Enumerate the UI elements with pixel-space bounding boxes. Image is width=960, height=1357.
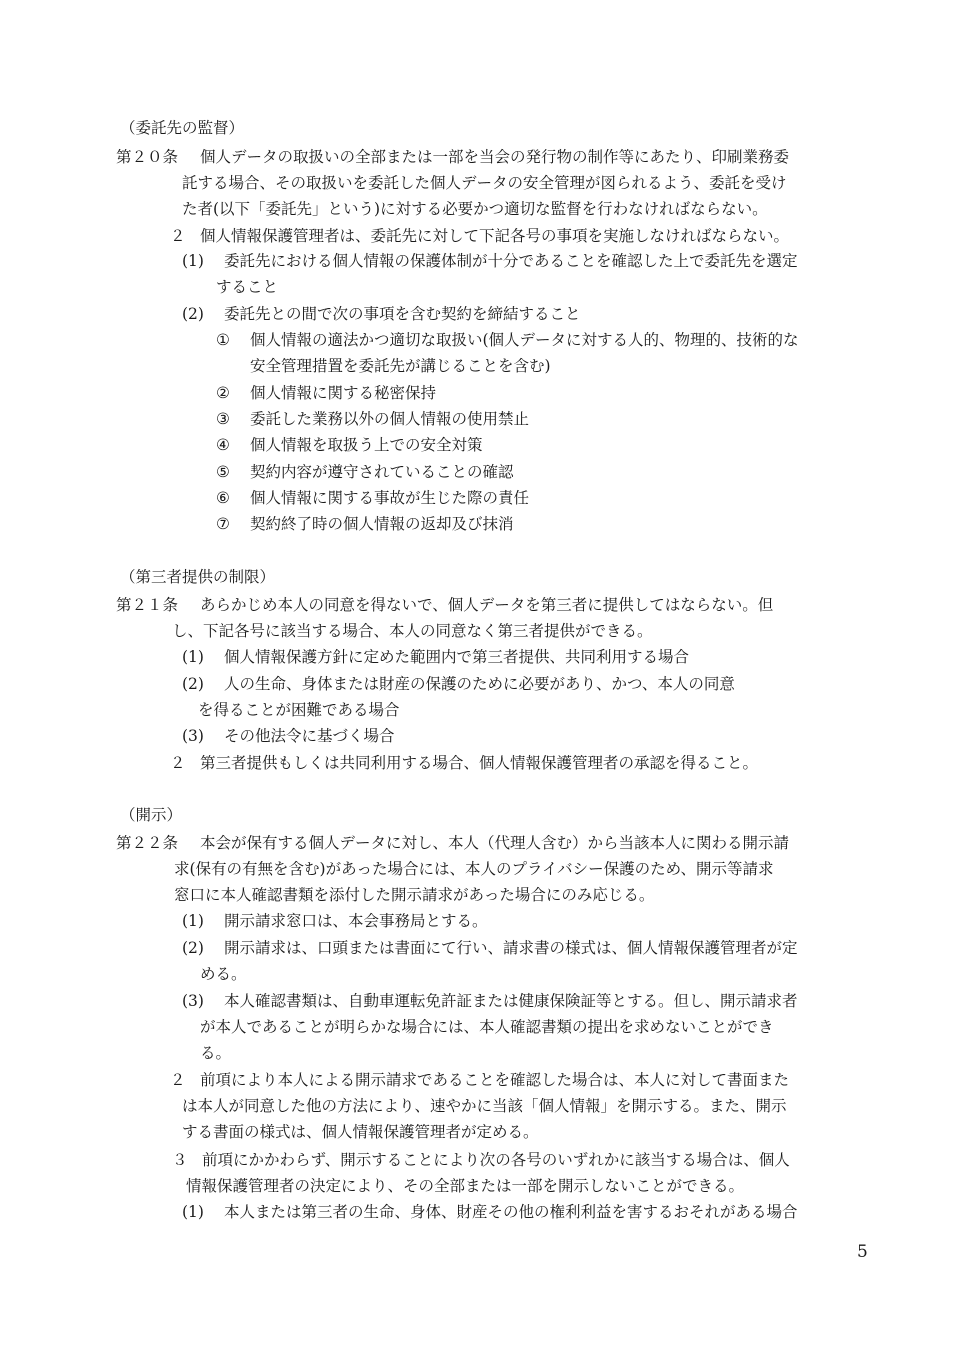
subitem-line: [216, 462, 514, 482]
item-line: [182, 674, 735, 694]
article-line: [116, 833, 789, 853]
item-text: める。: [200, 965, 247, 983]
subitem-text: 契約内容が遵守されていることの確認: [250, 463, 514, 481]
item-text: る。: [200, 1044, 232, 1062]
item-text: を得ることが困難である場合: [198, 701, 400, 719]
paragraph-line: [170, 753, 758, 773]
item-number: (1): [182, 1203, 204, 1221]
paragraph-number: ２: [170, 754, 186, 772]
item-text: 委託先との間で次の事項を含む契約を締結すること: [224, 305, 581, 323]
item-text: 個人情報保護方針に定めた範囲内で第三者提供、共同利用する場合: [224, 648, 690, 666]
item-line: [182, 647, 689, 667]
paragraph-text: 個人情報保護管理者は、委託先に対して下記各号の事項を実施しなければならない。: [200, 227, 790, 245]
subitem-number: ①: [216, 331, 230, 349]
subitem-line: [216, 514, 514, 534]
paragraph-text: する書面の様式は、個人情報保護管理者が定める。: [182, 1123, 539, 1141]
item-text: その他法令に基づく場合: [224, 727, 395, 745]
subitem-number: ②: [216, 384, 230, 402]
section-heading: （開示）: [120, 806, 183, 824]
item-line: [182, 304, 581, 324]
item-line: [182, 991, 798, 1011]
subitem-text: 安全管理措置を委託先が講じることを含む): [250, 357, 551, 375]
item-line: [182, 1202, 798, 1222]
paragraph-number: ２: [170, 1071, 186, 1089]
item-number: (1): [182, 648, 204, 666]
subitem-line: [216, 330, 799, 350]
subitem-text: 個人情報の適法かつ適切な取扱い(個人データに対する人的、物理的、技術的な: [250, 331, 799, 349]
article-number: 第２２条: [116, 834, 179, 852]
item-line: [182, 938, 798, 958]
article-text: 託する場合、その取扱いを委託した個人データの安全管理が図られるよう、委託を受け: [182, 174, 787, 192]
item-number: (1): [182, 912, 204, 930]
subitem-number: ④: [216, 436, 230, 454]
subitem-text: 委託した業務以外の個人情報の使用禁止: [250, 410, 530, 428]
article-text: 求(保有の有無を含む)があった場合には、本人のプライバシー保護のため、開示等請求: [174, 860, 774, 878]
item-number: (2): [182, 305, 204, 323]
article-line: [116, 595, 773, 615]
article-text: 本会が保有する個人データに対し、本人（代理人含む）から当該本人に関わる開示請: [200, 834, 790, 852]
item-number: (3): [182, 992, 204, 1010]
paragraph-text: 第三者提供もしくは共同利用する場合、個人情報保護管理者の承認を得ること。: [200, 754, 759, 772]
page-number: 5: [857, 1242, 868, 1262]
paragraph-text: 前項にかかわらず、開示することにより次の各号のいずれかに該当する場合は、個人: [202, 1151, 790, 1169]
subitem-line: [216, 383, 436, 403]
subitem-line: [216, 488, 529, 508]
item-text: が本人であることが明らかな場合には、本人確認書類の提出を求めないことができ: [200, 1018, 774, 1036]
item-text: 人の生命、身体または財産の保護のために必要があり、かつ、本人の同意: [224, 675, 735, 693]
paragraph-text: は本人が同意した他の方法により、速やかに当該「個人情報」を開示する。また、開示: [182, 1097, 787, 1115]
paragraph-line: [170, 226, 789, 246]
article-line: [116, 147, 789, 167]
subitem-number: ⑥: [216, 489, 230, 507]
paragraph-text: 前項により本人による開示請求であることを確認した場合は、本人に対して書面また: [200, 1071, 790, 1089]
subitem-number: ⑤: [216, 463, 230, 481]
subitem-number: ③: [216, 410, 230, 428]
section-heading: （第三者提供の制限）: [120, 568, 276, 586]
article-text: し、下記各号に該当する場合、本人の同意なく第三者提供ができる。: [172, 622, 653, 640]
article-text: あらかじめ本人の同意を得ないで、個人データを第三者に提供してはならない。但: [200, 596, 774, 614]
paragraph-number: ２: [170, 227, 186, 245]
subitem-text: 契約終了時の個人情報の返却及び抹消: [250, 515, 514, 533]
paragraph-line: [172, 1150, 790, 1170]
item-line: [182, 911, 488, 931]
item-number: (1): [182, 252, 204, 270]
paragraph-number: ３: [172, 1151, 188, 1169]
subitem-text: 個人情報に関する事故が生じた際の責任: [250, 489, 530, 507]
subitem-text: 個人情報に関する秘密保持: [250, 384, 437, 402]
item-text: 開示請求は、口頭または書面にて行い、請求書の様式は、個人情報保護管理者が定: [224, 939, 798, 957]
section-heading: （委託先の監督）: [120, 119, 245, 137]
item-number: (2): [182, 675, 204, 693]
article-number: 第２０条: [116, 148, 179, 166]
item-number: (3): [182, 727, 204, 745]
article-text: 窓口に本人確認書類を添付した開示請求があった場合にのみ応じる。: [174, 886, 655, 904]
item-number: (2): [182, 939, 204, 957]
item-line: [182, 251, 798, 271]
article-text: 個人データの取扱いの全部または一部を当会の発行物の制作等にあたり、印刷業務委: [200, 148, 790, 166]
subitem-line: [216, 409, 529, 429]
article-number: 第２１条: [116, 596, 179, 614]
paragraph-line: [170, 1070, 789, 1090]
item-text: すること: [216, 278, 279, 296]
subitem-text: 個人情報を取扱う上での安全対策: [250, 436, 483, 454]
item-text: 本人確認書類は、自動車運転免許証または健康保険証等とする。但し、開示請求者: [224, 992, 798, 1010]
subitem-line: [216, 435, 483, 455]
paragraph-text: 情報保護管理者の決定により、その全部または一部を開示しないことができる。: [186, 1177, 745, 1195]
item-text: 委託先における個人情報の保護体制が十分であることを確認した上で委託先を選定: [224, 252, 798, 270]
subitem-number: ⑦: [216, 515, 230, 533]
item-text: 開示請求窓口は、本会事務局とする。: [224, 912, 488, 930]
item-line: [182, 726, 395, 746]
article-text: た者(以下「委託先」という)に対する必要かつ適切な監督を行わなければならない。: [182, 200, 768, 218]
item-text: 本人または第三者の生命、身体、財産その他の権利利益を害するおそれがある場合: [224, 1203, 798, 1221]
